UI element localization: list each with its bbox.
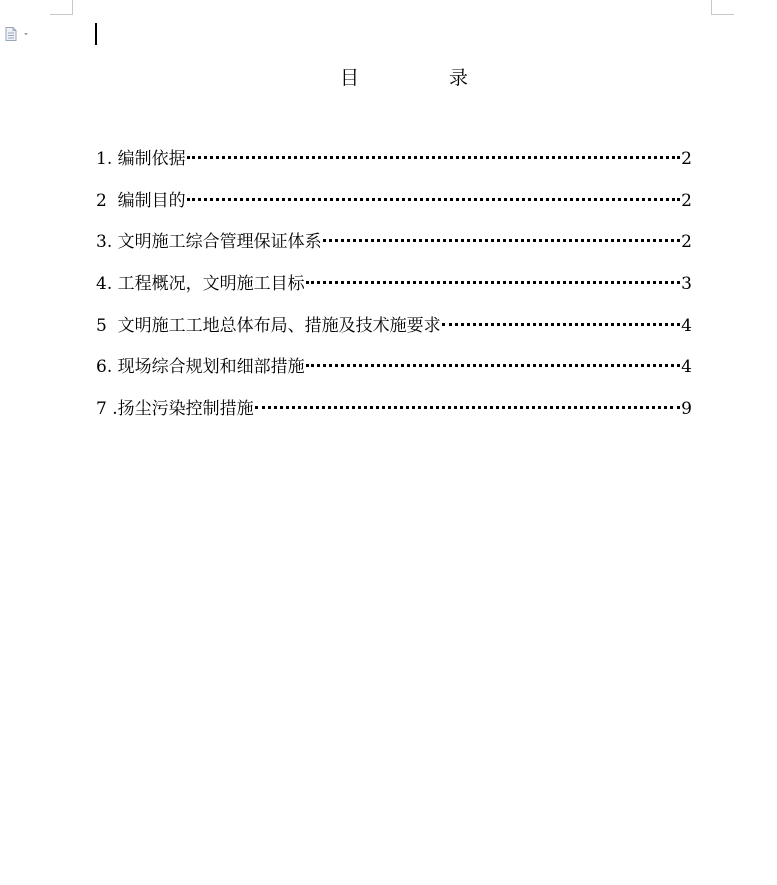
toc-entry-page: 2 (681, 149, 692, 169)
toc-entry-6[interactable] (96, 356, 692, 398)
toc-heading-char-1: 目 (340, 67, 360, 89)
toc-entry-3[interactable] (96, 231, 692, 273)
toc-entry-page: 2 (681, 232, 692, 253)
toc-dot-leader (306, 281, 681, 284)
toc-entry-title: 现场综合规划和细部措施 (117, 357, 305, 378)
toc-entry-title: 扬尘污染控制措施 (117, 399, 254, 420)
toc-heading-char-2: 录 (449, 67, 469, 89)
toc-list (96, 148, 692, 440)
toc-entry-title: 编制目的 (117, 190, 186, 211)
toc-dot-leader (442, 323, 681, 326)
toc-entry-4[interactable] (96, 273, 692, 315)
toc-entry-page: 9 (681, 399, 692, 420)
toc-entry-number: 3. (96, 232, 113, 253)
toc-entry-page: 4 (681, 315, 692, 336)
toc-entry-number: 1. (96, 149, 113, 169)
page-corner-mark-left (50, 0, 73, 15)
toc-entry-2[interactable] (96, 190, 692, 232)
page-corner-mark-right (711, 0, 734, 15)
toc-entry-title: 文明施工综合管理保证体系 (117, 232, 322, 253)
toc-dot-leader (187, 198, 681, 201)
toc-dot-leader (187, 156, 681, 159)
toc-heading (0, 64, 777, 92)
toc-entry-page: 4 (681, 357, 692, 378)
toc-entry-page: 3 (681, 274, 692, 295)
text-cursor (95, 23, 97, 45)
toc-dot-leader (306, 364, 681, 367)
toc-entry-title: 工程概况，文明施工目标 (117, 274, 305, 295)
toc-entry-1[interactable] (96, 148, 692, 190)
toc-entry-page: 2 (681, 190, 692, 211)
chevron-down-icon (24, 33, 28, 36)
toc-dot-leader (323, 239, 681, 242)
document-menu-button[interactable] (5, 26, 31, 40)
toc-entry-number: 2 (96, 190, 107, 211)
toc-entry-5[interactable] (96, 315, 692, 357)
toc-entry-7[interactable] (96, 398, 692, 440)
toc-entry-title: 编制依据 (117, 149, 186, 169)
toc-entry-number: 5 (96, 315, 107, 336)
toc-entry-number: 7 . (96, 399, 118, 420)
toc-entry-title: 文明施工工地总体布局、措施及技术施要求 (117, 315, 441, 336)
toc-entry-number: 4. (96, 274, 113, 295)
toc-entry-number: 6. (96, 357, 113, 378)
document-icon (5, 27, 31, 41)
toc-dot-leader (255, 406, 681, 409)
